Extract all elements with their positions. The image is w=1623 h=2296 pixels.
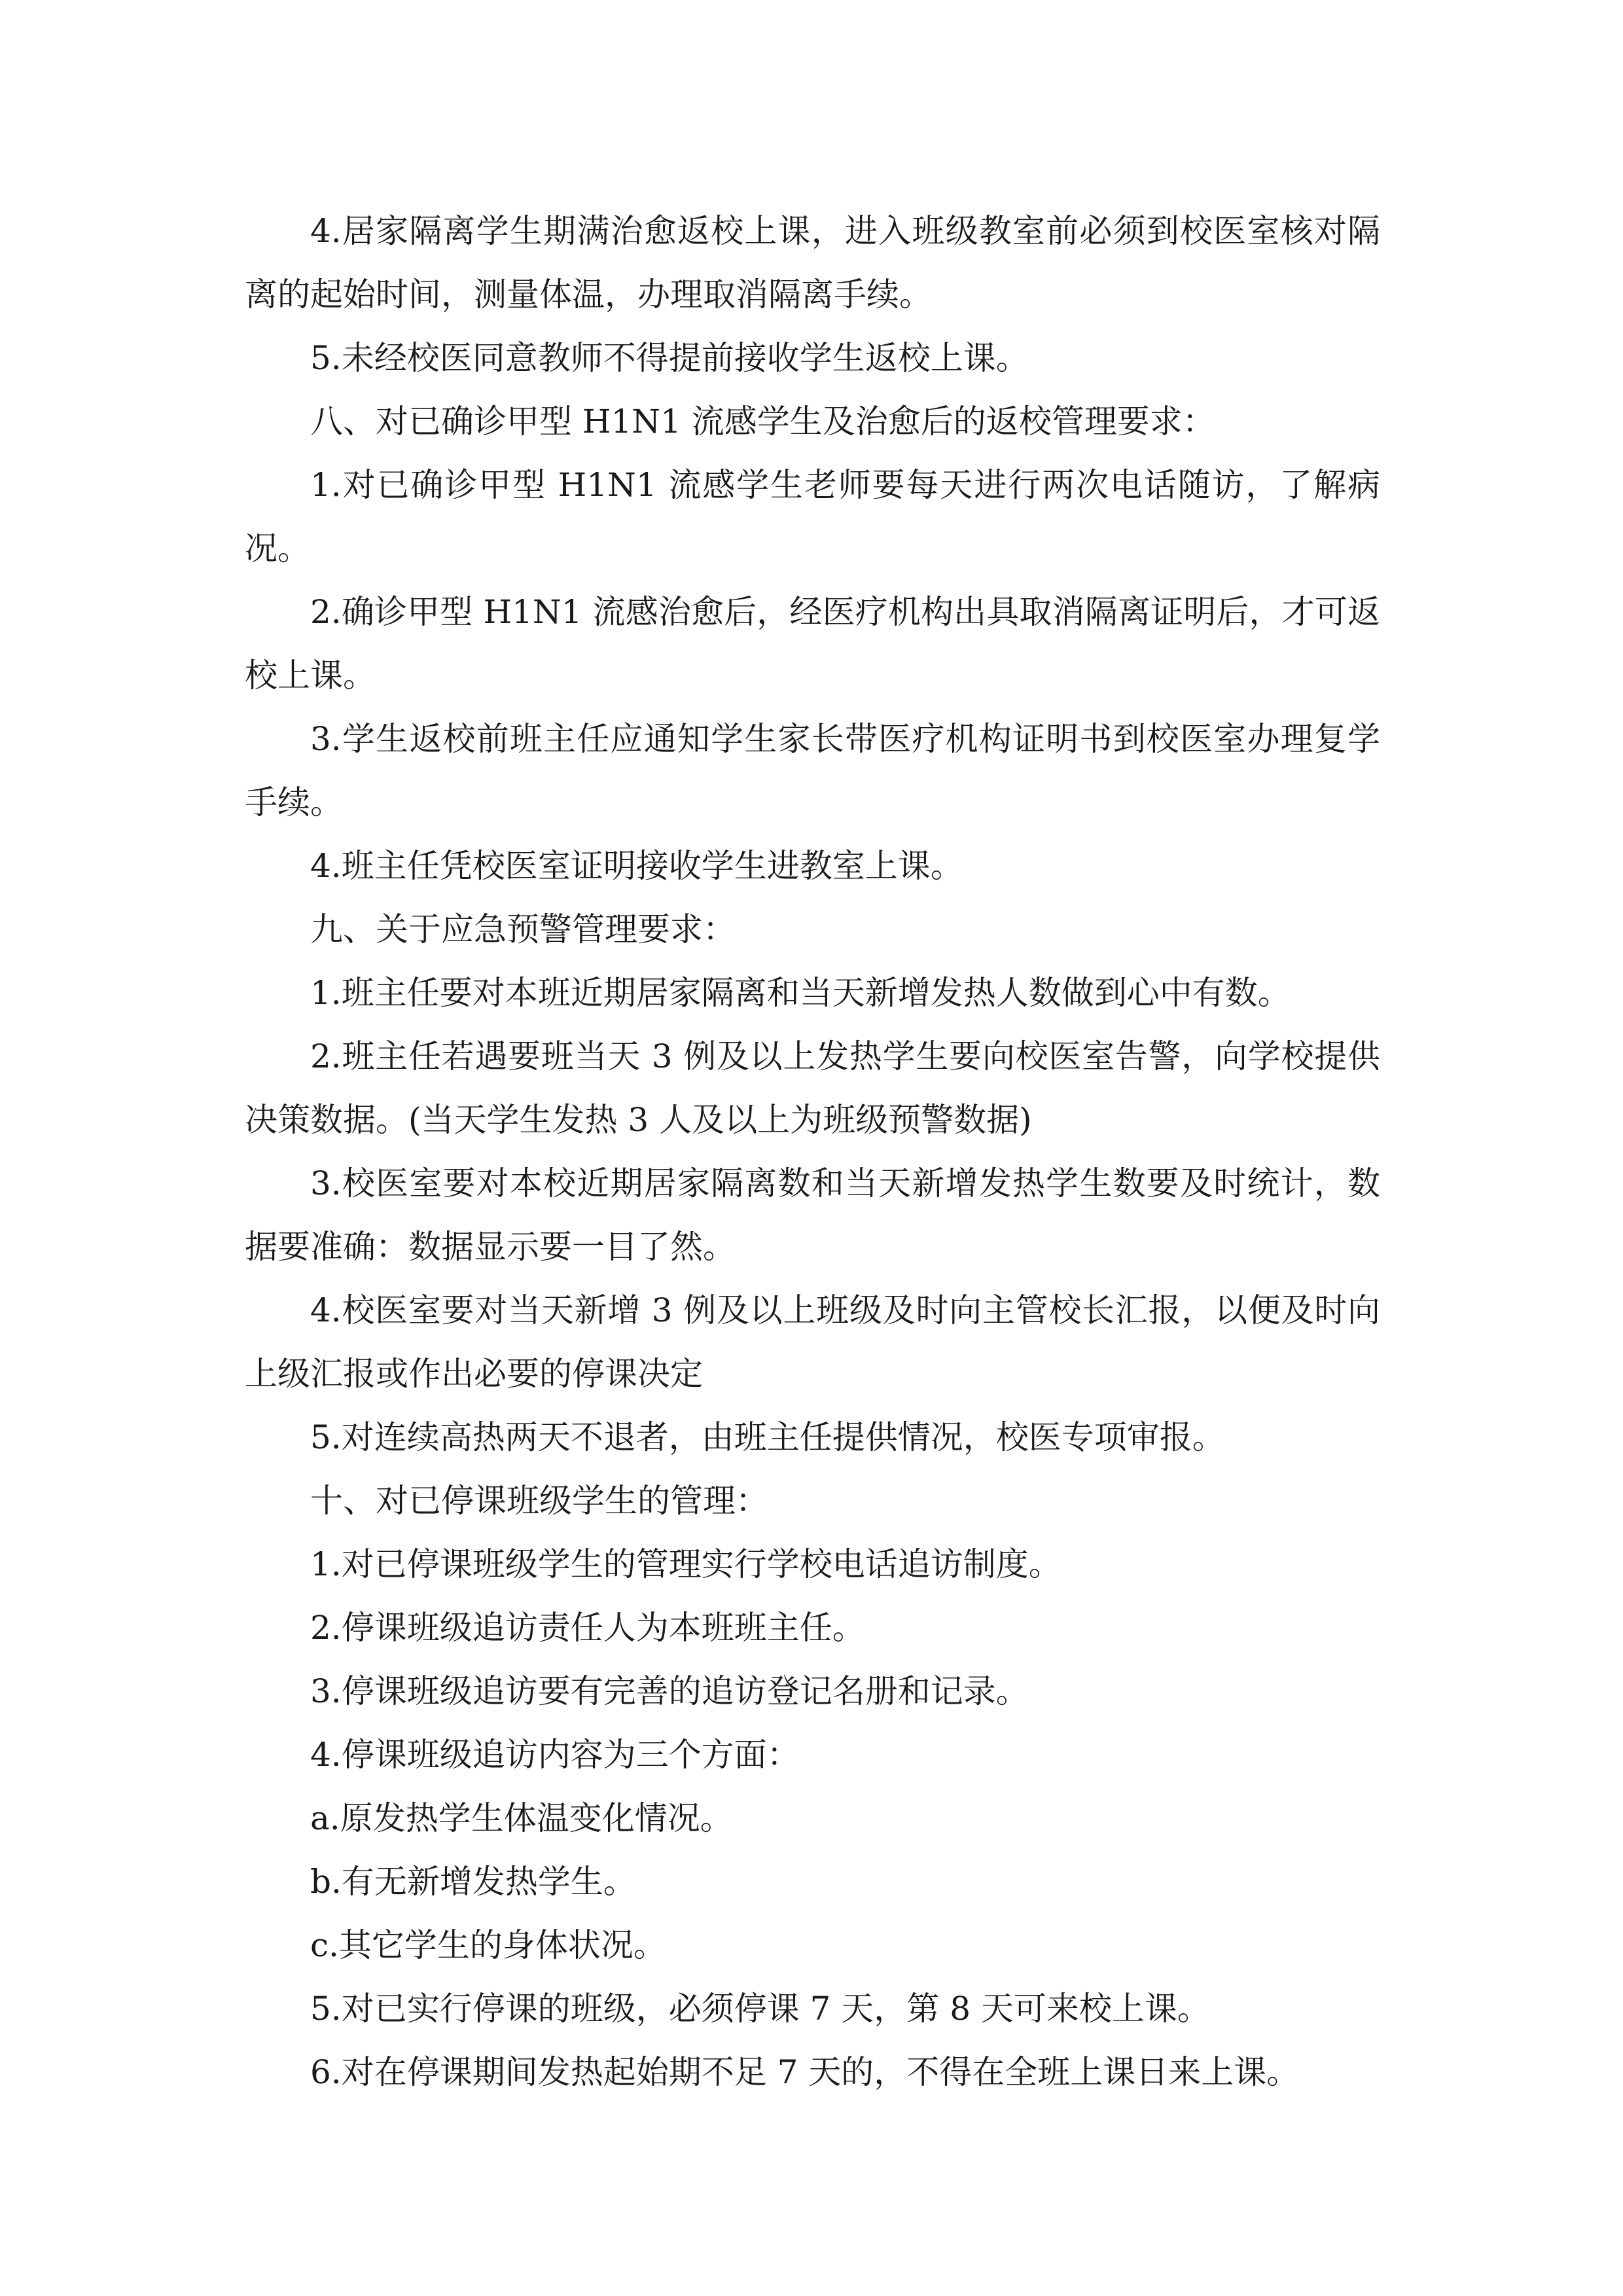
paragraph-suspension-seven-days: 5.对已实行停课的班级，必须停课 7 天，第 8 天可来校上课。 (310, 1990, 1210, 2028)
paragraph-phone-tracking-system: 1.对已停课班级学生的管理实行学校电话追访制度。 (310, 1545, 1061, 1583)
paragraph-return-after-isolation: 4.居家隔离学生期满治愈返校上课，进入班级教室前必须到校医室核对隔离的起始时间，测量体温，办理取消隔离手续。 (245, 212, 1380, 314)
paragraph-cure-certificate: 2.确诊甲型 H1N1 流感治愈后，经医疗机构出具取消隔离证明后，才可返校上课。 (245, 593, 1380, 694)
paragraph-alert-three-cases: 2.班主任若遇要班当天 3 例及以上发热学生要向校医室告警，向学校提供决策数据。(当天学生发热 3 人及以上为班级预警数据) (245, 1037, 1380, 1139)
paragraph-class-teacher-accept: 4.班主任凭校医室证明接收学生进教室上课。 (310, 847, 963, 885)
paragraph-resume-school-procedure: 3.学生返校前班主任应通知学生家长带医疗机构证明书到校医室办理复学手续。 (245, 720, 1380, 821)
paragraph-tracking-register: 3.停课班级追访要有完善的追访登记名册和记录。 (310, 1672, 1029, 1710)
paragraph-persistent-fever: 5.对连续高热两天不退者，由班主任提供情况，校医专项审报。 (310, 1418, 1225, 1456)
list-item-b: b.有无新增发热学生。 (310, 1863, 636, 1901)
paragraph-report-principal: 4.校医室要对当天新增 3 例及以上班级及时向主管校长汇报，以便及时向上级汇报或作出必要的停课决定 (245, 1291, 1380, 1393)
list-item-a: a.原发热学生体温变化情况。 (310, 1799, 733, 1837)
paragraph-track-numbers: 1.班主任要对本班近期居家隔离和当天新增发热人数做到心中有数。 (310, 974, 1291, 1012)
paragraph-tracking-content: 4.停课班级追访内容为三个方面： (310, 1736, 800, 1774)
paragraph-no-return-under-seven-days: 6.对在停课期间发热起始期不足 7 天的，不得在全班上课日来上课。 (310, 2053, 1300, 2091)
section-heading-eight: 八、对已确诊甲型 H1N1 流感学生及治愈后的返校管理要求： (310, 403, 1215, 440)
section-heading-ten: 十、对已停课班级学生的管理： (310, 1482, 768, 1520)
paragraph-phone-follow-up: 1.对已确诊甲型 H1N1 流感学生老师要每天进行两次电话随访，了解病况。 (245, 466, 1380, 567)
paragraph-tracking-responsible: 2.停课班级追访责任人为本班班主任。 (310, 1609, 865, 1647)
list-item-c: c.其它学生的身体状况。 (310, 1926, 666, 1964)
document-body (245, 200, 1380, 2104)
paragraph-clinic-statistics: 3.校医室要对本校近期居家隔离数和当天新增发热学生数要及时统计，数据要准确：数据显示要一目了然。 (245, 1164, 1380, 1266)
paragraph-no-early-return: 5.未经校医同意教师不得提前接收学生返校上课。 (310, 339, 1029, 377)
section-heading-nine: 九、关于应急预警管理要求： (310, 910, 736, 948)
